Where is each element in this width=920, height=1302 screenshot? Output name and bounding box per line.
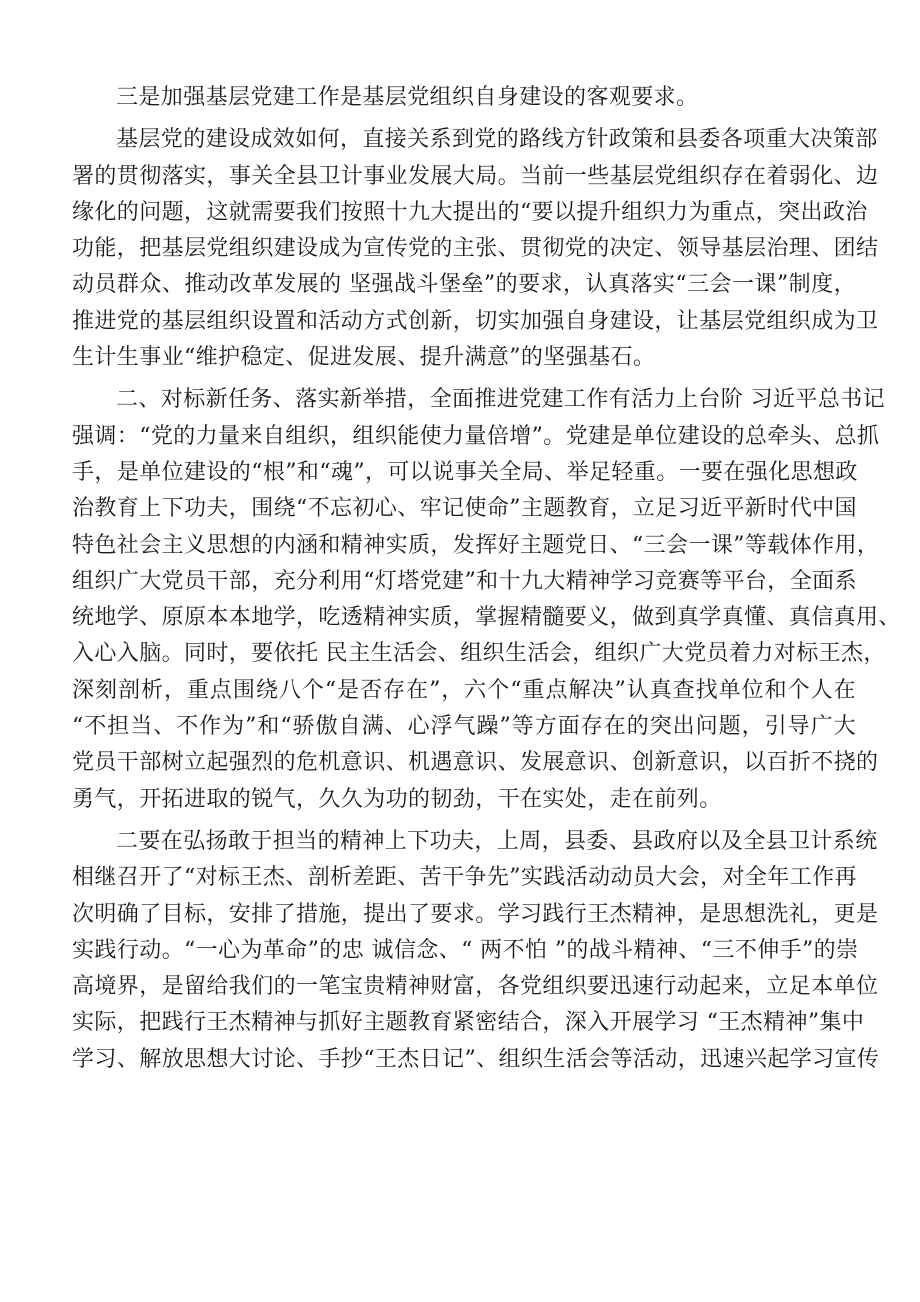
text-line: 强调：“党的力量来自组织，组织能使力量倍增”。党建是单位建设的总牵头、总抓	[72, 423, 880, 449]
text-line: 二要在弘扬敢于担当的精神上下功夫，上周，县委、县政府以及全县卫计系统	[116, 828, 878, 854]
text-line: 动员群众、推动改革发展的 坚强战斗堡垒”的要求，认真落实“三会一课”制度，	[72, 272, 856, 298]
text-line: 治教育上下功夫，围绕“不忘初心、牢记使命”主题教育，立足习近平新时代中国	[72, 496, 857, 522]
text-line: 生计生事业“维护稳定、促进发展、提升满意”的坚强基石。	[72, 345, 656, 371]
paragraph-1	[72, 80, 856, 116]
text-line: 高境界，是留给我们的一笔宝贵精神财富，各党组织要迅速行动起来，立足本单位	[72, 974, 879, 1000]
paragraph-3	[72, 382, 901, 818]
text-line: 特色社会主义思想的内涵和精神实质，发挥好主题党日、“三会一课”等载体作用，	[72, 532, 880, 558]
text-line: 组织广大党员干部，充分利用“灯塔党建”和十九大精神学习竞赛等平台，全面系	[72, 568, 857, 594]
text-line: 署的贯彻落实，事关全县卫计事业发展大局。当前一些基层党组织存在着弱化、边	[72, 163, 879, 189]
text-line: 基层党的建设成效如何，直接关系到党的路线方针政策和县委各项重大决策部	[116, 127, 878, 153]
text-line: 缘化的问题，这就需要我们按照十九大提出的“要以提升组织力为重点，突出政治	[72, 199, 868, 225]
text-line: 深刻剖析，重点围绕八个“是否存在”，六个“重点解决”认真查找单位和个人在	[72, 677, 856, 703]
text-line: 三是加强基层党建工作是基层党组织自身建设的客观要求。	[116, 85, 699, 110]
text-line: 相继召开了“对标王杰、剖析差距、苦干争先”实践活动动员大会，对全年工作再	[72, 865, 857, 891]
text-line: “不担当、不作为”和“骄傲自满、心浮气躁”等方面存在的突出问题，引导广大	[72, 714, 856, 740]
paragraph-2	[72, 122, 879, 376]
text-line: 实践行动。“一心为革命”的忠 诚信念、“ 两不怕 ”的战斗精神、“三不伸手”的崇	[72, 937, 859, 963]
document-body	[72, 80, 901, 1084]
text-line: 统地学、原原本本地学，吃透精神实质，掌握精髓要义，做到真学真懂、真信真用、	[72, 605, 901, 631]
paragraph-4	[72, 824, 880, 1078]
text-line: 入心入脑。同时，要依托 民主生活会、组织生活会，组织广大党员着力对标王杰，	[72, 641, 886, 667]
text-line: 二、对标新任务、落实新举措，全面推进党建工作有活力上台阶 习近平总书记	[116, 387, 885, 413]
text-line: 学习、解放思想大讨论、手抄“王杰日记”、组织生活会等活动，迅速兴起学习宣传	[72, 1046, 880, 1072]
text-line: 勇气，开拓进取的锐气，久久为功的韧劲，干在实处，走在前列。	[72, 786, 722, 812]
text-line: 党员干部树立起强烈的危机意识、机遇意识、发展意识、创新意识，以百折不挠的	[72, 750, 879, 776]
text-line: 次明确了目标，安排了措施，提出了要求。学习践行王杰精神，是思想洗礼，更是	[72, 901, 879, 927]
text-line: 功能，把基层党组织建设成为宣传党的主张、贯彻党的决定、领导基层治理、团结	[72, 236, 879, 262]
text-line: 实际，把践行王杰精神与抓好主题教育紧密结合，深入开展学习 “王杰精神”集中	[72, 1010, 865, 1036]
text-line: 手，是单位建设的“根”和“魂”，可以说事关全局、举足轻重。一要在强化思想政	[72, 459, 858, 485]
text-line: 推进党的基层组织设置和活动方式创新，切实加强自身建设，让基层党组织成为卫	[72, 308, 879, 334]
